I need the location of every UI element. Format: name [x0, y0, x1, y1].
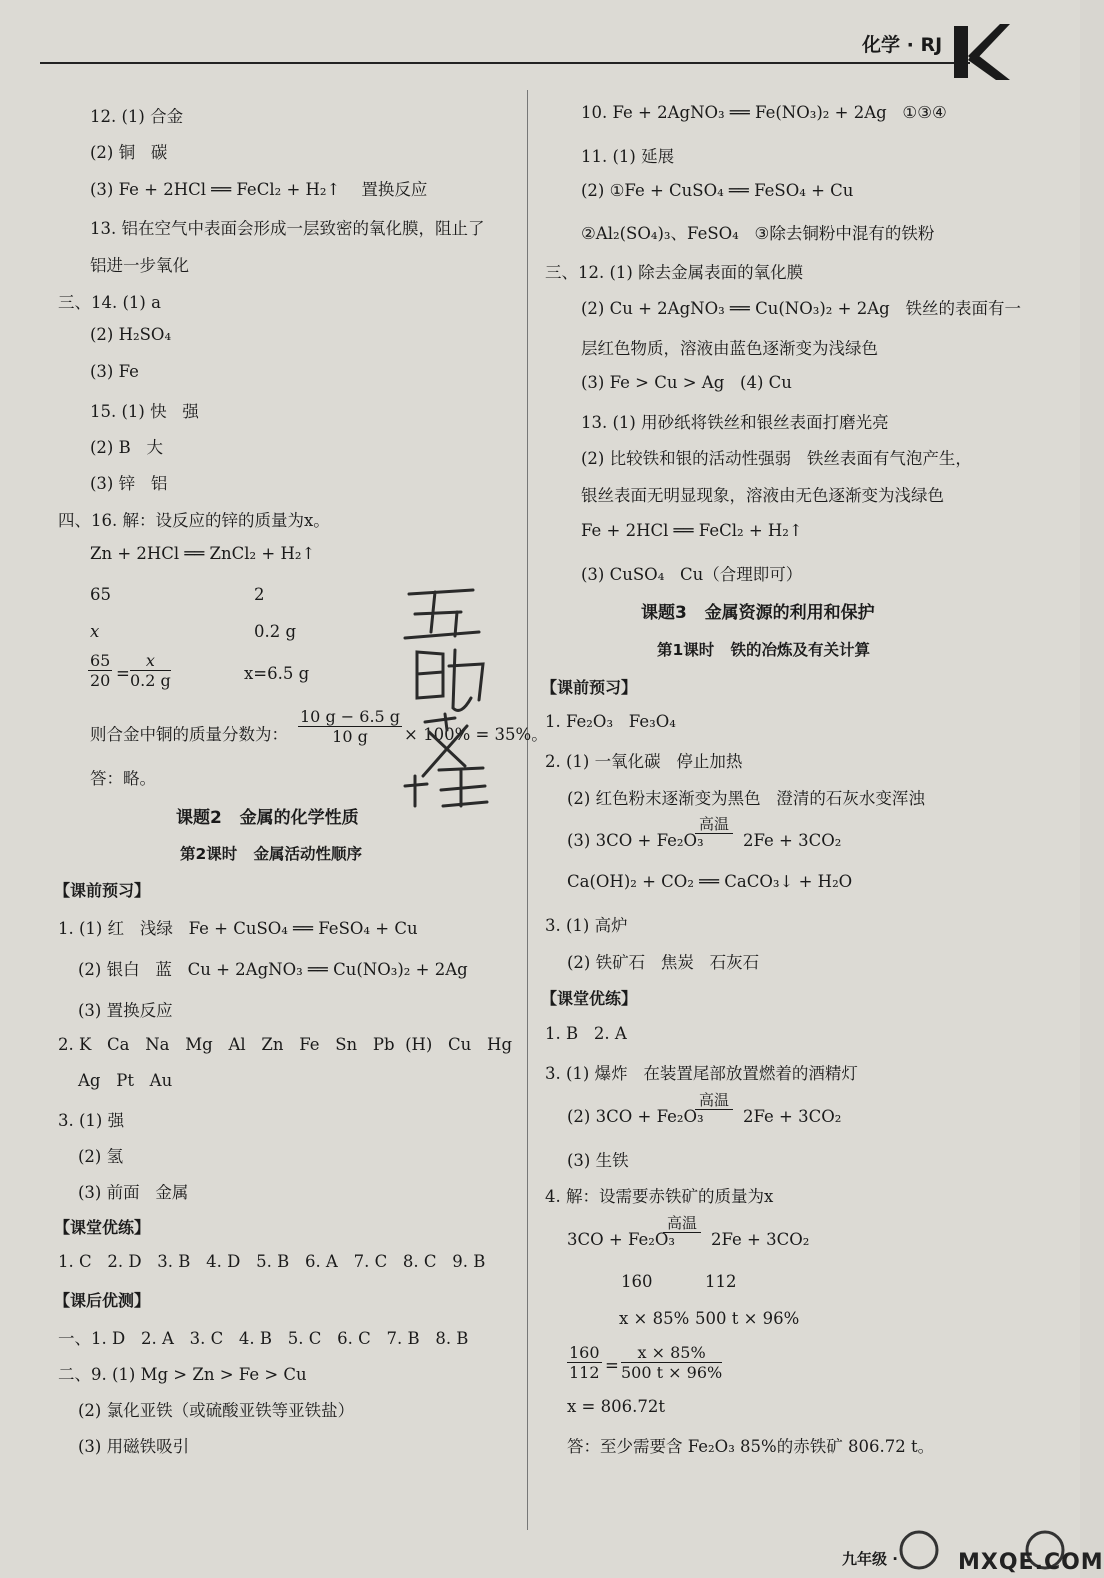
result-value: x=6.5 g [244, 664, 310, 683]
fraction-denominator: 10 g [332, 727, 368, 746]
answer-line: (3) 生铁 [567, 1151, 629, 1170]
lesson-subtitle: 第1课时 铁的冶炼及有关计算 [657, 641, 870, 659]
answer-line: 三、12. (1) 除去金属表面的氧化膜 [545, 263, 804, 282]
answer-line: (2) 银白 蓝 Cu + 2AgNO₃ ══ Cu(NO₃)₂ + 2Ag [78, 960, 468, 979]
answer-line: 答：略。 [90, 769, 156, 788]
lesson-title: 课题3 金属资源的利用和保护 [641, 603, 875, 623]
answer-line: 10. Fe + 2AgNO₃ ══ Fe(NO₃)₂ + 2Ag ①③④ [581, 103, 947, 122]
equation-line: Fe + 2HCl ══ FeCl₂ + H₂↑ [581, 521, 803, 540]
equation-line: 3CO + Fe₂O₃ [567, 1230, 676, 1249]
answer-line: 11. (1) 延展 [581, 147, 675, 166]
answer-line: × 100% = 35%。 [404, 725, 548, 744]
answer-line: (2) 氢 [78, 1147, 124, 1166]
answer-line: 13. 铝在空气中表面会形成一层致密的氧化膜，阻止了 [90, 219, 485, 238]
lesson-subtitle: 第2课时 金属活动性顺序 [180, 845, 362, 863]
answer-line: (3) Fe [90, 362, 139, 381]
answer-line: (3) Fe + 2HCl ══ FeCl₂ + H₂↑ 置换反应 [90, 180, 428, 199]
equation-line: (3) 3CO + Fe₂O₃ [567, 831, 704, 850]
answer-line: (2) ①Fe + CuSO₄ ══ FeSO₄ + Cu [581, 181, 854, 200]
answer-line: 层红色物质，溶液由蓝色逐渐变为浅绿色 [581, 339, 878, 358]
answer-line: (2) Cu + 2AgNO₃ ══ Cu(NO₃)₂ + 2Ag 铁丝的表面有一 [581, 299, 1021, 318]
answer-line: (2) 铜 碳 [90, 143, 168, 162]
watermark-text: MXQE.COM [958, 1550, 1104, 1575]
section-label: 【课前预习】 [541, 678, 638, 697]
fraction-denominator: 112 [569, 1363, 600, 1382]
answer-line: 1. C 2. D 3. B 4. D 5. B 6. A 7. C 8. C 9. B [58, 1252, 486, 1271]
answer-line: 15. (1) 快 强 [90, 402, 199, 421]
fraction-numerator: x × 85% [621, 1343, 722, 1363]
answer-line: 铝进一步氧化 [90, 256, 189, 275]
column-divider [527, 90, 528, 1530]
answer-line: ②Al₂(SO₄)₃、FeSO₄ ③除去铜粉中混有的铁粉 [581, 224, 935, 243]
fraction-numerator: x [130, 651, 171, 671]
equation-line: 2Fe + 3CO₂ [743, 1107, 842, 1126]
equation-line: 2Fe + 3CO₂ [711, 1230, 810, 1249]
fraction-numerator: 160 [569, 1343, 600, 1362]
answer-line: 则合金中铜的质量分数为： [90, 725, 288, 744]
fraction-denominator: 20 [90, 671, 111, 690]
answer-line: 四、16. 解：设反应的锌的质量为x。 [58, 511, 330, 530]
handwritten-scribble [395, 580, 505, 810]
answer-line: (3) 置换反应 [78, 1001, 173, 1020]
answer-line: (2) 氯化亚铁（或硫酸亚铁等亚铁盐） [78, 1401, 355, 1420]
k-logo-icon [950, 22, 1012, 82]
answer-line: 银丝表面无明显现象，溶液由无色逐渐变为浅绿色 [581, 486, 944, 505]
section-label: 【课前预习】 [54, 881, 151, 900]
answer-line: (3) 前面 金属 [78, 1183, 189, 1202]
answer-line: (3) 用磁铁吸引 [78, 1437, 190, 1456]
answer-line: Ag Pt Au [78, 1071, 173, 1090]
header-subject: 化学 · RJ [862, 34, 943, 56]
fraction-numerator: 65 [90, 651, 111, 670]
ratio-value: 65 [90, 585, 111, 604]
reaction-condition [695, 1091, 733, 1110]
equals-sign: = [605, 1356, 619, 1375]
answer-line: 二、9. (1) Mg > Zn > Fe > Cu [58, 1365, 307, 1384]
answer-line: (2) 比较铁和银的活动性强弱 铁丝表面有气泡产生， [581, 449, 972, 468]
answer-line: (2) H₂SO₄ [90, 325, 172, 344]
ratio-value: 0.2 g [254, 622, 297, 641]
ratio-value: 112 [705, 1272, 737, 1291]
fraction-numerator: 10 g − 6.5 g [300, 707, 401, 726]
answer-line: (3) 锌 铝 [90, 474, 168, 493]
ratio-value: x [90, 622, 100, 641]
fraction-denominator: 500 t × 96% [621, 1363, 723, 1382]
result-value: x = 806.72t [567, 1397, 665, 1416]
answer-line: 一、1. D 2. A 3. C 4. B 5. C 6. C 7. B 8. B [58, 1329, 469, 1348]
answer-line: 1. B 2. A [545, 1024, 627, 1043]
answer-line: 4. 解：设需要赤铁矿的质量为x [545, 1187, 774, 1206]
fraction-denominator: 0.2 g [130, 671, 171, 690]
section-label: 【课后优测】 [54, 1291, 151, 1310]
answer-line: 答：至少需要含 Fe₂O₃ 85%的赤铁矿 806.72 t。 [567, 1437, 935, 1456]
answer-line: 2. (1) 一氧化碳 停止加热 [545, 752, 743, 771]
lesson-title: 课题2 金属的化学性质 [176, 808, 359, 828]
ratio-value: 160 [621, 1272, 653, 1291]
reaction-condition [695, 815, 733, 834]
answer-line: 1. (1) 红 浅绿 Fe + CuSO₄ ══ FeSO₄ + Cu [58, 919, 418, 938]
fraction [130, 651, 171, 690]
answer-line: (2) 铁矿石 焦炭 石灰石 [567, 953, 760, 972]
condition-label: 高温 [695, 1091, 733, 1110]
fraction [621, 1343, 722, 1382]
reaction-condition [663, 1214, 701, 1233]
fraction [88, 651, 112, 690]
answer-line: 13. (1) 用砂纸将铁丝和银丝表面打磨光亮 [581, 413, 889, 432]
answer-line: 三、14. (1) a [58, 293, 161, 312]
answer-line: 2. K Ca Na Mg Al Zn Fe Sn Pb (H) Cu Hg [58, 1035, 512, 1054]
answer-line: 3. (1) 高炉 [545, 916, 628, 935]
equals-sign: = [116, 664, 130, 683]
section-label: 【课堂优练】 [541, 989, 638, 1008]
answer-line: 1. Fe₂O₃ Fe₃O₄ [545, 712, 676, 731]
answer-line: 3. (1) 爆炸 在装置尾部放置燃着的酒精灯 [545, 1064, 858, 1083]
ratio-value: x × 85% [619, 1309, 690, 1328]
condition-label: 高温 [695, 815, 733, 834]
answer-line: 3. (1) 强 [58, 1111, 125, 1130]
answer-line: 12. (1) 合金 [90, 107, 184, 126]
ratio-value: 2 [254, 585, 265, 604]
equation-line: (2) 3CO + Fe₂O₃ [567, 1107, 704, 1126]
header-rule [40, 62, 970, 64]
answer-line: (2) 红色粉末逐渐变为黑色 澄清的石灰水变浑浊 [567, 789, 925, 808]
answer-line: (3) CuSO₄ Cu（合理即可） [581, 565, 803, 584]
ratio-value: 500 t × 96% [695, 1309, 800, 1328]
condition-label: 高温 [663, 1214, 701, 1233]
equation-line: 2Fe + 3CO₂ [743, 831, 842, 850]
answer-line: (3) Fe > Cu > Ag (4) Cu [581, 373, 792, 392]
fraction [567, 1343, 602, 1382]
equation-line: Ca(OH)₂ + CO₂ ══ CaCO₃↓ + H₂O [567, 872, 853, 891]
section-label: 【课堂优练】 [54, 1218, 151, 1237]
fraction [298, 707, 402, 746]
equation-line: Zn + 2HCl ══ ZnCl₂ + H₂↑ [90, 544, 316, 563]
answer-line: (2) B 大 [90, 438, 163, 457]
footer-grade: 九年级 · [842, 1550, 898, 1568]
